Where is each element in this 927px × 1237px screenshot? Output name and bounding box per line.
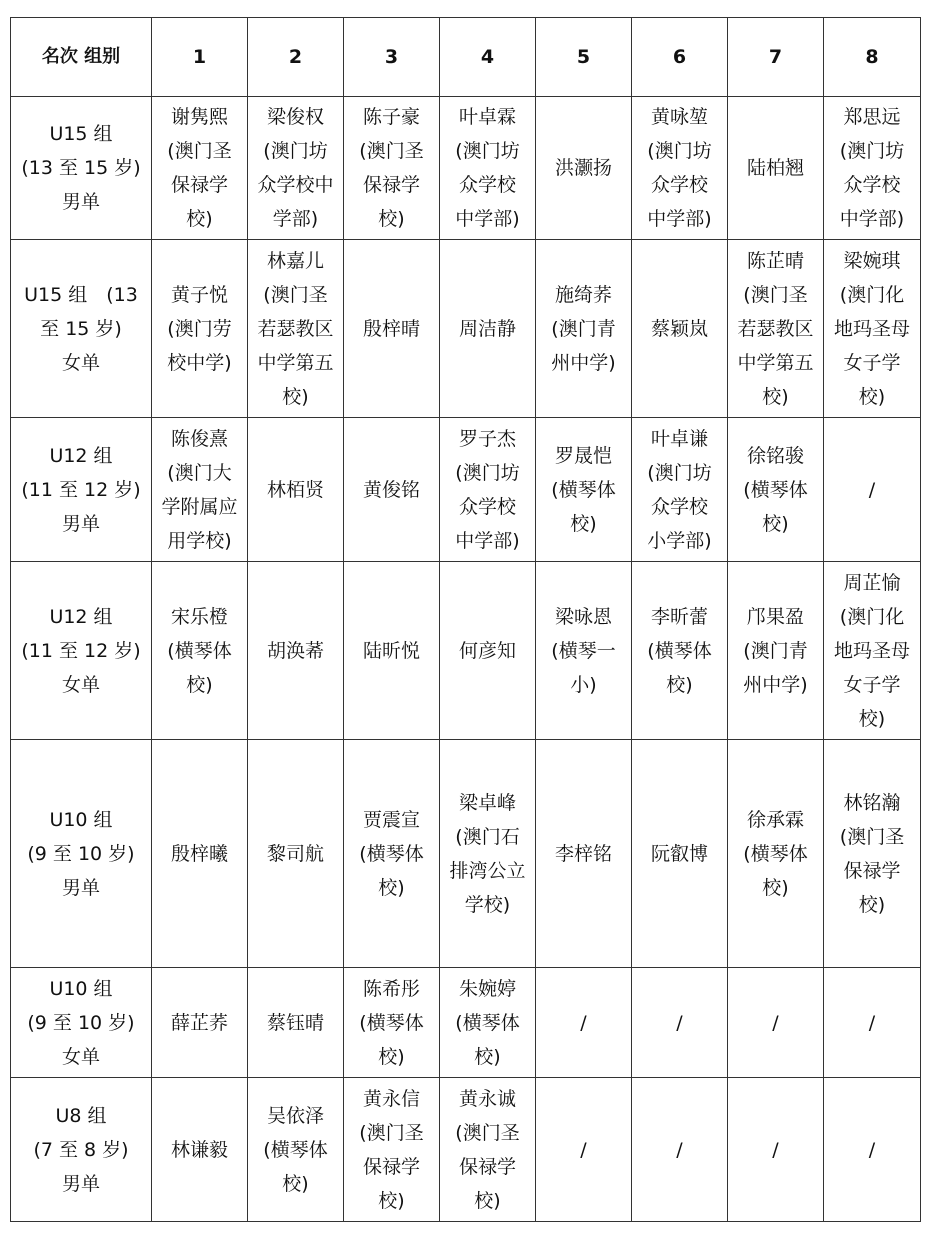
- player-name: 谢隽熙 (澳门圣 保禄学 校): [167, 106, 232, 230]
- player-name: 李梓铭: [554, 842, 612, 865]
- result-cell: [824, 1078, 921, 1222]
- player-name: 黄咏堃 (澳门坊 众学校 中学部): [647, 106, 712, 230]
- group-cell: [11, 97, 152, 240]
- result-cell: [440, 418, 536, 562]
- results-table: [10, 17, 921, 1222]
- result-cell: [344, 418, 440, 562]
- player-name: 罗晟恺 (横琴体 校): [551, 444, 616, 535]
- result-cell: [440, 1078, 536, 1222]
- result-cell: [632, 740, 728, 968]
- result-cell: [632, 562, 728, 740]
- player-name: 邝果盈 (澳门青 州中学): [743, 605, 808, 696]
- player-name: 林栢贤: [266, 478, 324, 501]
- result-cell: [632, 418, 728, 562]
- result-cell: [440, 740, 536, 968]
- result-cell: [344, 562, 440, 740]
- player-name: 吴依泽 (横琴体 校): [263, 1104, 328, 1195]
- result-cell: [536, 968, 632, 1078]
- player-name: 胡涣莃: [266, 639, 324, 662]
- player-name: 贾震宣 (横琴体 校): [359, 808, 424, 899]
- player-name: 黄子悦 (澳门劳 校中学): [167, 283, 232, 374]
- player-name: 林铭瀚 (澳门圣 保禄学 校): [839, 791, 905, 916]
- player-name: /: [676, 1138, 683, 1161]
- result-cell: [152, 240, 248, 418]
- group-cell: [11, 740, 152, 968]
- result-cell: [536, 240, 632, 418]
- player-name: 林嘉儿 (澳门圣 若瑟教区 中学第五 校): [257, 249, 334, 408]
- player-name: 陈俊熹 (澳门大 学附属应 用学校): [161, 427, 238, 552]
- group-cell: [11, 968, 152, 1078]
- player-name: 梁婉琪 (澳门化 地玛圣母 女子学 校): [833, 249, 910, 408]
- result-cell: [344, 240, 440, 418]
- place-header-8: 8: [824, 18, 921, 97]
- result-cell: [248, 562, 344, 740]
- player-name: 梁俊权 (澳门坊 众学校中 学部): [257, 106, 334, 230]
- group-label: U10 组 (9 至 10 岁) 男单: [27, 808, 135, 899]
- result-cell: [344, 97, 440, 240]
- result-cell: [728, 97, 824, 240]
- result-cell: [728, 562, 824, 740]
- place-header-3: 3: [344, 18, 440, 97]
- player-name: 叶卓霖 (澳门坊 众学校 中学部): [455, 106, 520, 230]
- result-cell: [440, 97, 536, 240]
- result-cell: [536, 97, 632, 240]
- player-name: /: [772, 1138, 779, 1161]
- player-name: 黄俊铭: [362, 478, 420, 501]
- result-cell: [824, 418, 921, 562]
- player-name: 洪灏扬: [554, 157, 612, 179]
- player-name: /: [580, 1138, 587, 1161]
- player-name: 周芷愉 (澳门化 地玛圣母 女子学 校): [833, 571, 910, 730]
- player-name: 叶卓谦 (澳门坊 众学校 小学部): [647, 427, 712, 552]
- result-cell: [248, 418, 344, 562]
- result-cell: [344, 968, 440, 1078]
- result-cell: [536, 1078, 632, 1222]
- player-name: 梁卓峰 (澳门石 排湾公立 学校): [449, 791, 526, 916]
- player-name: 殷梓晴: [362, 317, 420, 340]
- player-name: 徐承霖 (横琴体 校): [743, 808, 808, 899]
- result-cell: [152, 740, 248, 968]
- player-name: 罗子杰 (澳门坊 众学校 中学部): [455, 427, 520, 552]
- place-header-6: 6: [632, 18, 728, 97]
- player-name: 黄永信 (澳门圣 保禄学 校): [359, 1087, 424, 1212]
- result-cell: [728, 240, 824, 418]
- player-name: 何彦知: [458, 639, 516, 662]
- result-cell: [728, 418, 824, 562]
- result-cell: [344, 1078, 440, 1222]
- group-label: U10 组 (9 至 10 岁) 女单: [27, 977, 135, 1068]
- player-name: /: [580, 1011, 587, 1034]
- group-cell: [11, 418, 152, 562]
- group-cell: [11, 240, 152, 418]
- result-cell: [824, 968, 921, 1078]
- result-cell: [344, 740, 440, 968]
- result-cell: [248, 740, 344, 968]
- corner-header-label: 名次 组别: [41, 46, 121, 67]
- result-cell: [440, 562, 536, 740]
- player-name: /: [868, 1138, 876, 1161]
- place-header-7: 7: [728, 18, 824, 97]
- place-header-1: 1: [152, 18, 248, 97]
- player-name: 蔡钰晴: [266, 1011, 324, 1034]
- result-cell: [728, 1078, 824, 1222]
- player-name: 林谦毅: [170, 1138, 228, 1161]
- player-name: 黄永诚 (澳门圣 保禄学 校): [455, 1087, 520, 1212]
- result-cell: [728, 740, 824, 968]
- result-cell: [536, 562, 632, 740]
- table-row-u12-girls: [11, 562, 921, 740]
- table-row-u8-boys: [11, 1078, 921, 1222]
- result-cell: [248, 240, 344, 418]
- player-name: /: [772, 1011, 779, 1034]
- result-cell: [152, 97, 248, 240]
- result-cell: [632, 97, 728, 240]
- result-cell: [440, 240, 536, 418]
- player-name: 陆柏翘: [746, 157, 804, 179]
- table-row-u10-girls: [11, 968, 921, 1078]
- player-name: 宋乐橙 (横琴体 校): [167, 605, 232, 696]
- result-cell: [728, 968, 824, 1078]
- player-name: 殷梓曦: [170, 842, 228, 865]
- result-cell: [152, 418, 248, 562]
- player-name: 蔡颖岚: [650, 317, 708, 340]
- player-name: 朱婉婷 (横琴体 校): [455, 977, 520, 1068]
- result-cell: [440, 968, 536, 1078]
- result-cell: [824, 740, 921, 968]
- result-cell: [536, 740, 632, 968]
- group-label: U8 组 (7 至 8 岁) 男单: [33, 1104, 129, 1195]
- result-cell: [248, 97, 344, 240]
- player-name: /: [676, 1011, 683, 1034]
- player-name: 薛芷荞: [170, 1011, 228, 1034]
- player-name: 施绮荞 (澳门青 州中学): [551, 283, 616, 374]
- group-label: U12 组 (11 至 12 岁) 女单: [21, 605, 141, 696]
- player-name: 陈希彤 (横琴体 校): [359, 977, 424, 1068]
- header-row: [11, 18, 921, 97]
- table-row-u15-girls: [11, 240, 921, 418]
- result-cell: [824, 240, 921, 418]
- result-cell: [536, 418, 632, 562]
- place-header-5: 5: [536, 18, 632, 97]
- corner-header: [11, 18, 152, 97]
- result-cell: [632, 240, 728, 418]
- result-cell: [248, 1078, 344, 1222]
- player-name: 陆昕悦: [362, 639, 420, 662]
- player-name: /: [868, 1011, 876, 1034]
- player-name: 梁咏恩 (横琴一 小): [551, 605, 616, 696]
- player-name: /: [868, 478, 876, 501]
- group-label: U12 组 (11 至 12 岁) 男单: [21, 444, 141, 535]
- player-name: 郑思远 (澳门坊 众学校 中学部): [839, 106, 905, 230]
- group-cell: [11, 1078, 152, 1222]
- place-header-4: 4: [440, 18, 536, 97]
- table-row-u15-boys: [11, 97, 921, 240]
- player-name: 黎司航: [266, 842, 324, 865]
- place-header-2: 2: [248, 18, 344, 97]
- result-cell: [824, 97, 921, 240]
- player-name: 徐铭骏 (横琴体 校): [743, 444, 808, 535]
- result-cell: [248, 968, 344, 1078]
- player-name: 周洁静: [458, 317, 516, 340]
- table-row-u10-boys: [11, 740, 921, 968]
- table-row-u12-boys: [11, 418, 921, 562]
- result-cell: [632, 1078, 728, 1222]
- result-cell: [152, 968, 248, 1078]
- player-name: 陈子豪 (澳门圣 保禄学 校): [359, 106, 424, 230]
- player-name: 陈芷晴 (澳门圣 若瑟教区 中学第五 校): [737, 249, 814, 408]
- player-name: 阮叡博: [650, 842, 708, 865]
- group-cell: [11, 562, 152, 740]
- result-cell: [152, 562, 248, 740]
- player-name: 李昕蕾 (横琴体 校): [647, 605, 712, 696]
- group-label: U15 组 (13 至 15 岁) 女单: [24, 283, 138, 374]
- result-cell: [152, 1078, 248, 1222]
- result-cell: [824, 562, 921, 740]
- result-cell: [632, 968, 728, 1078]
- group-label: U15 组 (13 至 15 岁) 男单: [21, 123, 141, 213]
